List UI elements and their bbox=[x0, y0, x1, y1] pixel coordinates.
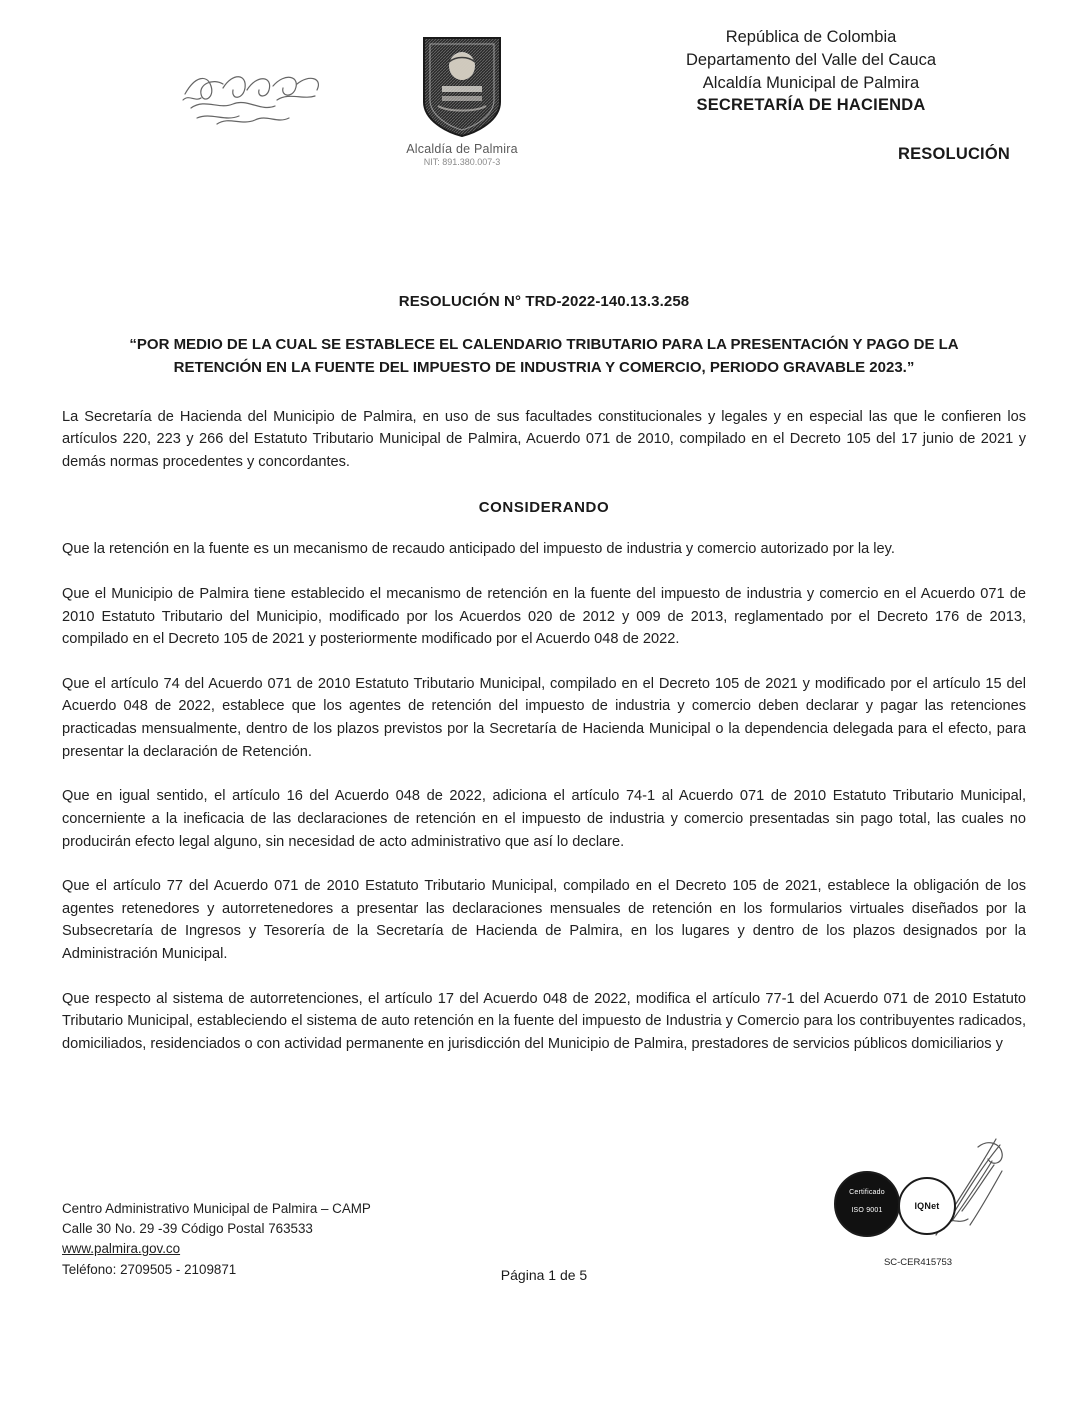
page-number: Página 1 de 5 bbox=[500, 1267, 588, 1283]
section-heading-considerando: CONSIDERANDO bbox=[478, 499, 610, 517]
body-paragraph: Que el artículo 77 del Acuerdo 071 de 2010 Estatuto Tributario Municipal, compilado en el Decreto 105 de 2021, establece la obligación de los agentes retenedores y autorretenedores a presentar las declaraciones mensuales de retención en los formularios virtuales diseñados por la Subsecretaría de Ingresos y Tesorería de la Secretaría de Hacienda de Palmira, en los lugares y dentro de los plazos designados por la Administración Municipal. bbox=[62, 878, 1026, 962]
iqnet-seal bbox=[898, 1177, 956, 1235]
coat-of-arms-block bbox=[352, 32, 572, 167]
resolution-number: RESOLUCIÓN N° TRD-2022-140.13.3.258 bbox=[398, 293, 690, 310]
body-paragraph: Que en igual sentido, el artículo 16 del Acuerdo 048 de 2022, adiciona el artículo 74-1 al Acuerdo 071 de 2010 Estatuto Tributario Municipal, concerniente a la ineficacia de las declaraciones de retención en el impuesto de industria y comercio presentadas sin pago total, las cuales no producirán efecto legal alguno, sin necesidad de acto administrativo que así lo declare. bbox=[62, 788, 1026, 850]
footer-address-line-2: Calle 30 No. 29 -39 Código Postal 763533 bbox=[62, 1220, 313, 1236]
preamble-paragraph: La Secretaría de Hacienda del Municipio de Palmira, en uso de sus facultades constitucionales y legales y en especial las que le confieren los artículos 220, 223 y 266 del Estatuto Tributario Municipal de Palmira, Acuerdo 071 de 2010, compilado en el Decreto 105 del 17 junio de 2021 y demás normas procedentes y concordantes. bbox=[62, 408, 1026, 470]
certificate-code: SC-CER415753 bbox=[883, 1257, 953, 1268]
body-paragraph: Que el Municipio de Palmira tiene establecido el mecanismo de retención en la fuente del impuesto de industria y comercio en el Acuerdo 071 de 2010 Estatuto Tributario del Municipio, modificado por los Acuerdos 020 de 2012 y 009 de 2013, reglamentado por el Decreto 176 de 2013, compilado en el Decreto 105 de 2021 y posteriormente modificado por el Acuerdo 048 de 2022. bbox=[62, 586, 1026, 648]
coat-of-arms-caption: Alcaldía de Palmira bbox=[406, 142, 518, 156]
coat-of-arms-icon bbox=[416, 32, 508, 140]
document-type-label: RESOLUCIÓN bbox=[897, 145, 1010, 164]
entity-nit: NIT: 891.380.007-3 bbox=[423, 157, 501, 167]
document-header bbox=[62, 22, 1026, 197]
entity-office: SECRETARÍA DE HACIENDA bbox=[696, 96, 926, 115]
body-paragraph: Que respecto al sistema de autorretenciones, el artículo 17 del Acuerdo 048 de 2022, modifica el artículo 77-1 del Acuerdo 071 de 2010 Estatuto Tributario Municipal, estableciendo el sistema de auto retención en la fuente del impuesto de Industria y Comercio para los contribuyentes radicados, domiciliados, residenciados o con actividad permanente en jurisdicción del Municipio de Palmira, prestadores de servicios públicos domiciliarios y bbox=[62, 990, 1026, 1052]
iso-9001-seal bbox=[834, 1171, 900, 1237]
handwritten-signature-mark bbox=[177, 64, 337, 130]
entity-line-municipality: Alcaldía Municipal de Palmira bbox=[702, 73, 920, 92]
entity-line-department: Departamento del Valle del Cauca bbox=[685, 50, 937, 69]
certification-seals bbox=[828, 1163, 1008, 1268]
iso-seal-top-text: Certificado bbox=[849, 1189, 885, 1196]
iqnet-seal-text: IQNet bbox=[914, 1201, 940, 1211]
body-paragraph: Que la retención en la fuente es un mecanismo de recaudo anticipado del impuesto de industria y comercio autorizado por la ley. bbox=[62, 541, 895, 558]
footer-website-link[interactable]: www.palmira.gov.co bbox=[62, 1241, 181, 1257]
entity-line-country: República de Colombia bbox=[725, 28, 897, 46]
iso-seal-bottom-text: ISO 9001 bbox=[851, 1207, 883, 1214]
resolution-subject: “POR MEDIO DE LA CUAL SE ESTABLECE EL CALENDARIO TRIBUTARIO PARA LA PRESENTACIÓN Y PAGO DE LA RETENCIÓN EN LA FUENTE DEL IMPUESTO DE INDUSTRIA Y COMERCIO, PERIODO GRAVABLE 2023.” bbox=[129, 336, 959, 376]
footer-address-line-1: Centro Administrativo Municipal de Palmira – CAMP bbox=[62, 1200, 371, 1216]
footer-phone: Teléfono: 2709505 - 2109871 bbox=[62, 1261, 237, 1277]
header-entity-block bbox=[596, 26, 1026, 166]
body-paragraph: Que el artículo 74 del Acuerdo 071 de 2010 Estatuto Tributario Municipal, compilado en el Decreto 105 de 2021 y modificado por el artículo 15 del Acuerdo 048 de 2022, establece que los agentes de retención del impuesto de industria y comercio deben declarar y pagar las retenciones practicadas mensualmente, dentro de los plazos previstos por la Secretaría de Hacienda Municipal o la dependencia delegada para el efecto, para presentar la declaración de Retención. bbox=[62, 675, 1026, 760]
